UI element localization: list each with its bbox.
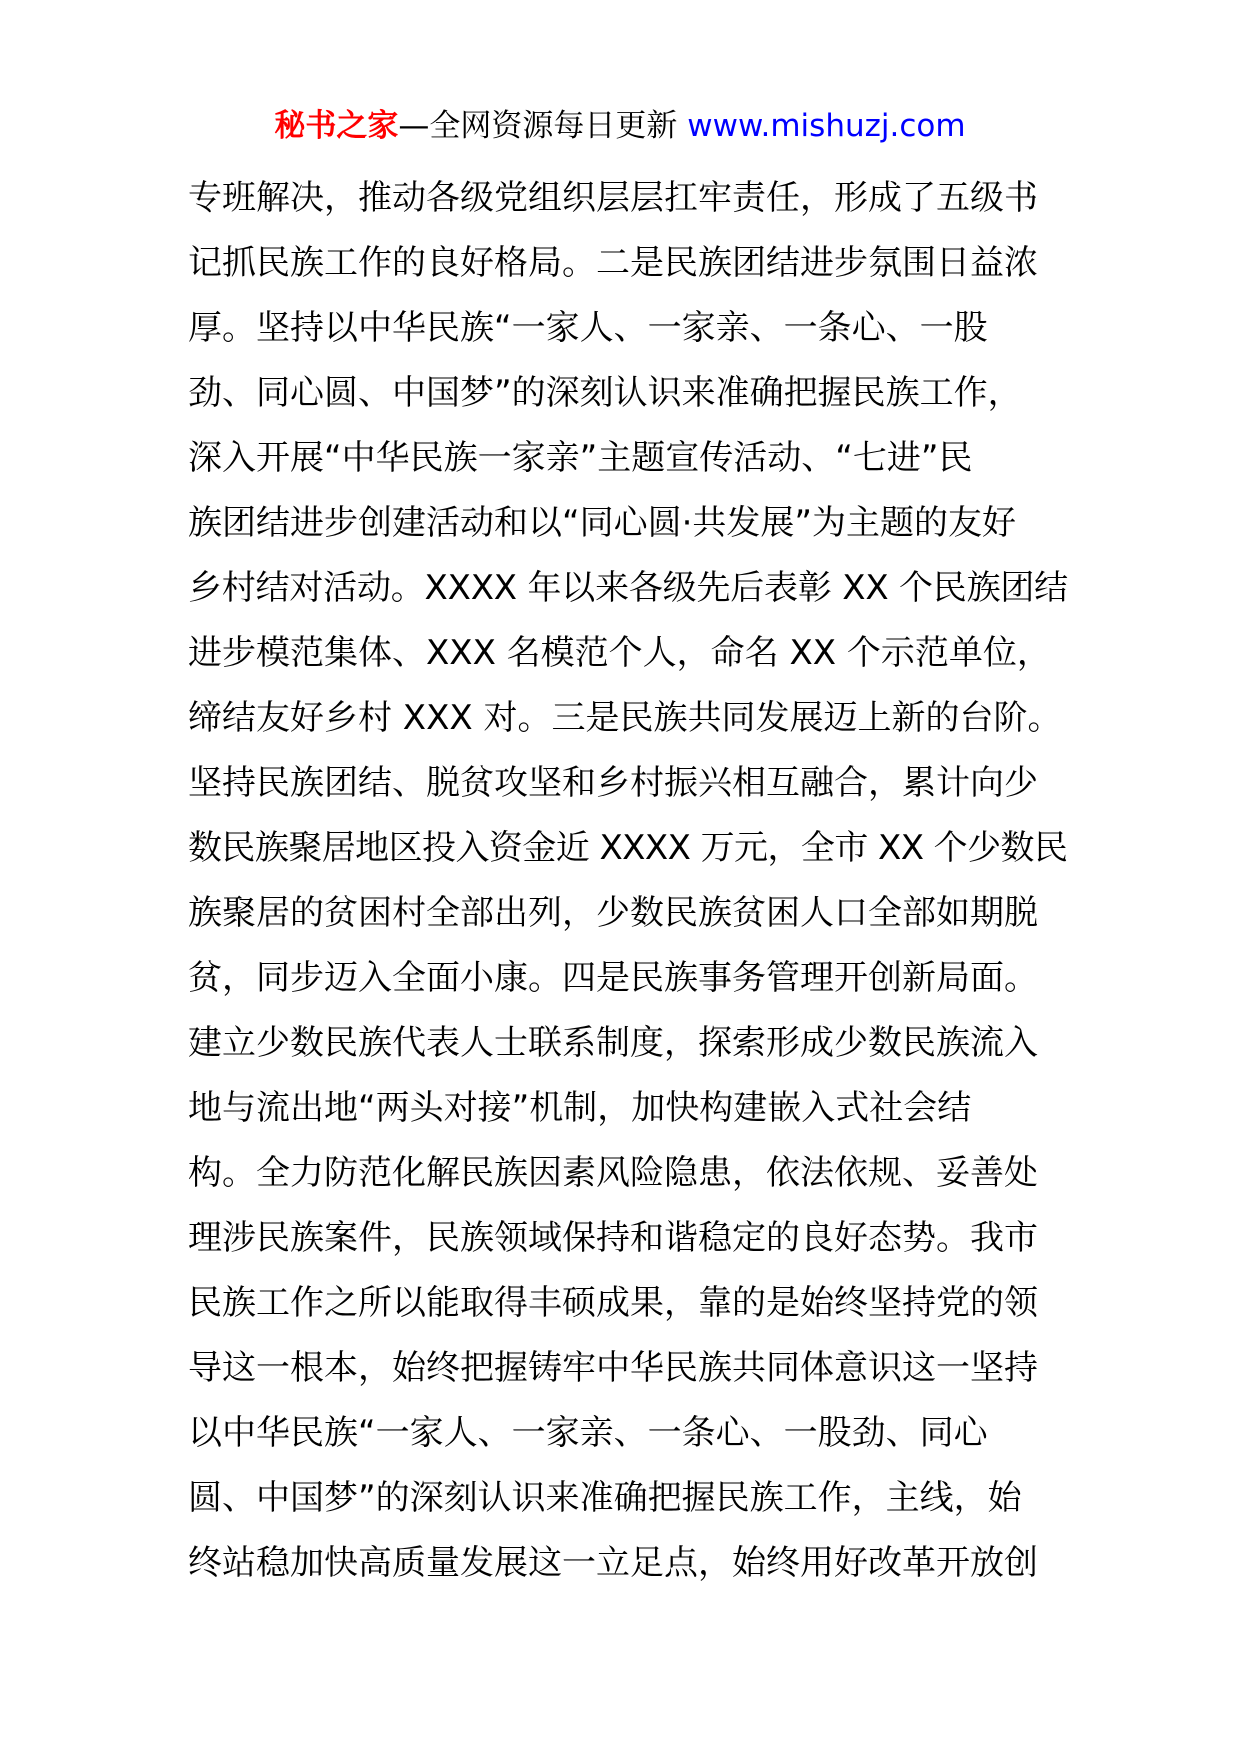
text-line: 乡村结对活动。XXXX 年以来各级先后表彰 XX 个民族团结 <box>188 568 1068 608</box>
text-line: 贫，同步迈入全面小康。四是民族事务管理开创新局面。 <box>188 958 1038 998</box>
text-line: 专班解决，推动各级党组织层层扛牢责任，形成了五级书 <box>188 178 1038 218</box>
website-link[interactable]: www.mishuzj.com <box>687 108 966 144</box>
text-line: 厚。坚持以中华民族“一家人、一家亲、一条心、一股 <box>188 308 988 348</box>
text-line: 族团结进步创建活动和以“同心圆·共发展”为主题的友好 <box>188 503 1017 543</box>
document-body <box>188 166 1068 1596</box>
text-line: 缔结友好乡村 XXX 对。三是民族共同发展迈上新的台阶。 <box>188 698 1062 738</box>
text-line: 劲、同心圆、中国梦”的深刻认识来准确把握民族工作， <box>188 373 1022 413</box>
text-line: 坚持民族团结、脱贫攻坚和乡村振兴相互融合，累计向少 <box>188 763 1038 803</box>
text-line: 地与流出地“两头对接”机制，加快构建嵌入式社会结 <box>188 1088 972 1128</box>
text-line: 终站稳加快高质量发展这一立足点，始终用好改革开放创 <box>188 1543 1038 1583</box>
text-line: 进步模范集体、XXX 名模范个人，命名 XX 个示范单位， <box>188 633 1051 673</box>
text-line: 族聚居的贫困村全部出列，少数民族贫困人口全部如期脱 <box>188 893 1038 933</box>
text-line: 记抓民族工作的良好格局。二是民族团结进步氛围日益浓 <box>188 243 1038 283</box>
text-line: 构。全力防范化解民族因素风险隐患，依法依规、妥善处 <box>188 1153 1038 1193</box>
page-header <box>0 104 1240 148</box>
text-line: 建立少数民族代表人士联系制度，探索形成少数民族流入 <box>188 1023 1038 1063</box>
text-line: 民族工作之所以能取得丰硕成果，靠的是始终坚持党的领 <box>188 1283 1038 1323</box>
text-line: 圆、中国梦”的深刻认识来准确把握民族工作，主线，始 <box>188 1478 1022 1518</box>
text-line: 深入开展“中华民族一家亲”主题宣传活动、“七进”民 <box>188 438 973 478</box>
brand-name: 秘书之家 <box>274 108 399 144</box>
text-line: 理涉民族案件，民族领域保持和谐稳定的良好态势。我市 <box>188 1218 1038 1258</box>
header-slogan: —全网资源每日更新 <box>398 108 678 144</box>
text-line: 导这一根本，始终把握铸牢中华民族共同体意识这一坚持 <box>188 1348 1038 1388</box>
text-line: 数民族聚居地区投入资金近 XXXX 万元，全市 XX 个少数民 <box>188 828 1068 868</box>
text-line: 以中华民族“一家人、一家亲、一条心、一股劲、同心 <box>188 1413 988 1453</box>
